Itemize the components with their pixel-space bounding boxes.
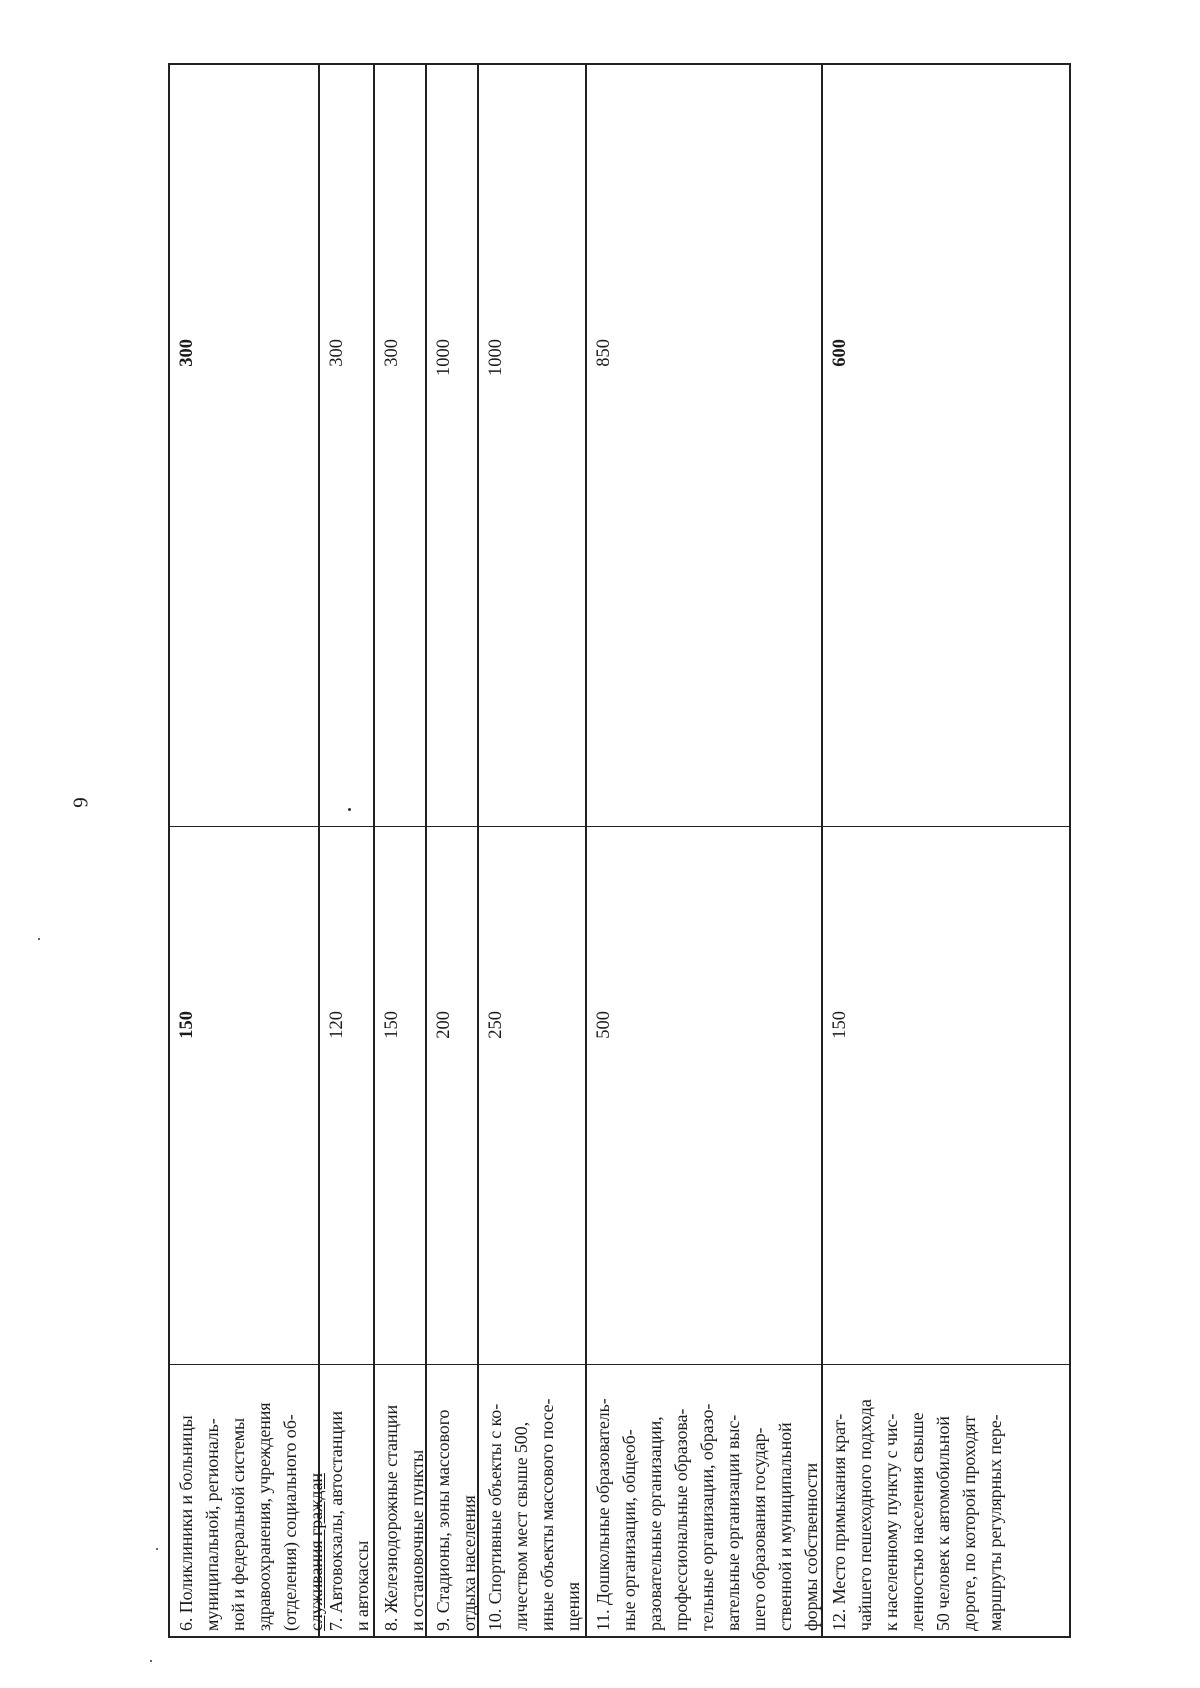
name-line: муниципальной, региональ- [202, 1418, 222, 1631]
table-container [168, 63, 1071, 1638]
value-cell-1 [823, 826, 1069, 1364]
value-2: 850 [594, 339, 614, 367]
name-line: 8. Железнодорожные станции [381, 1405, 401, 1631]
value-1: 200 [434, 1011, 454, 1039]
value-cell-1 [320, 826, 373, 1364]
name-line: служивания граждан [306, 1473, 326, 1631]
scan-dot [348, 808, 351, 811]
name-line: личеством мест свыше 500, [511, 1421, 531, 1631]
object-name-cell [427, 1364, 477, 1636]
name-line: здравоохранения, учреждения [254, 1402, 274, 1631]
name-line: щения [563, 1582, 583, 1631]
table-row [320, 65, 375, 1636]
value-1: 150 [177, 1011, 197, 1039]
name-line: 12. Место примыкания крат- [829, 1413, 849, 1631]
name-line: 11. Дошкольные образователь- [593, 1398, 613, 1631]
object-name-cell [479, 1364, 585, 1636]
table-row [823, 65, 1069, 1636]
name-line: и остановочные пункты [407, 1449, 427, 1631]
value-cell-2 [823, 61, 1069, 826]
scan-speck [150, 1660, 152, 1662]
value-cell-2 [375, 61, 425, 826]
object-name-cell [587, 1364, 821, 1636]
name-line: отдыха населения [459, 1495, 479, 1631]
page-number: 6 [68, 797, 93, 808]
value-cell-1 [427, 826, 477, 1364]
scan-speck [38, 938, 40, 940]
value-2: 1000 [434, 339, 454, 376]
distance-table [168, 63, 1071, 1638]
name-line: 7. Автовокзалы, автостанции [326, 1411, 346, 1631]
table-row [587, 65, 823, 1636]
value-1: 250 [486, 1011, 506, 1039]
name-line: к населенному пункту с чис- [881, 1413, 901, 1631]
value-cell-2 [587, 61, 821, 826]
value-cell-1 [375, 826, 425, 1364]
object-name-cell [320, 1364, 373, 1636]
name-line: формы собственности [801, 1462, 821, 1631]
value-2: 1000 [486, 339, 506, 376]
name-line: и автокассы [352, 1540, 372, 1631]
name-line: тельные организации, образо- [697, 1403, 717, 1631]
name-line: ной и федеральной системы [228, 1417, 248, 1631]
name-line: ленностью населения свыше [907, 1412, 927, 1631]
name-line: 10. Спортивные объекты с ко- [485, 1403, 505, 1631]
name-line: 9. Стадионы, зоны массового [433, 1409, 453, 1631]
value-cell-2 [320, 61, 373, 826]
table-row [479, 65, 587, 1636]
name-line: маршруты регулярных пере- [985, 1414, 1005, 1631]
name-line: (отделения) социального об- [280, 1414, 300, 1631]
name-line: иные объекты массового посе- [537, 1398, 557, 1631]
value-cell-1 [170, 826, 318, 1364]
table-row [170, 65, 326, 1636]
name-line: профессиональные образова- [671, 1408, 691, 1631]
name-line: шего образования государ- [749, 1427, 769, 1631]
value-2: 600 [830, 339, 850, 367]
name-line: разовательные организации, [645, 1416, 665, 1631]
name-line: ные организации, общеоб- [619, 1429, 639, 1631]
value-1: 150 [382, 1011, 402, 1039]
name-line: дороге, по которой проходят [959, 1415, 979, 1631]
scan-speck [156, 1548, 158, 1550]
value-1: 150 [830, 1011, 850, 1039]
table-row [427, 65, 479, 1636]
value-cell-1 [587, 826, 821, 1364]
value-cell-2 [427, 61, 477, 826]
name-line: ственной и муниципальной [775, 1422, 795, 1631]
name-line: вательные организации выс- [723, 1414, 743, 1631]
value-2: 300 [177, 339, 197, 367]
name-line: 50 человек к автомобильной [933, 1416, 953, 1631]
value-2: 300 [382, 339, 402, 367]
object-name-cell [375, 1364, 425, 1636]
object-name-cell [823, 1364, 1069, 1636]
table-row [375, 65, 427, 1636]
name-line: чайшего пешеходного подхода [855, 1399, 875, 1631]
name-line: 6. Поликлиники и больницы [176, 1415, 196, 1631]
value-1: 500 [594, 1011, 614, 1039]
value-cell-1 [479, 826, 585, 1364]
value-1: 120 [327, 1011, 347, 1039]
value-cell-2 [170, 61, 318, 826]
value-2: 300 [327, 339, 347, 367]
object-name-cell [170, 1364, 326, 1636]
value-cell-2 [479, 61, 585, 826]
